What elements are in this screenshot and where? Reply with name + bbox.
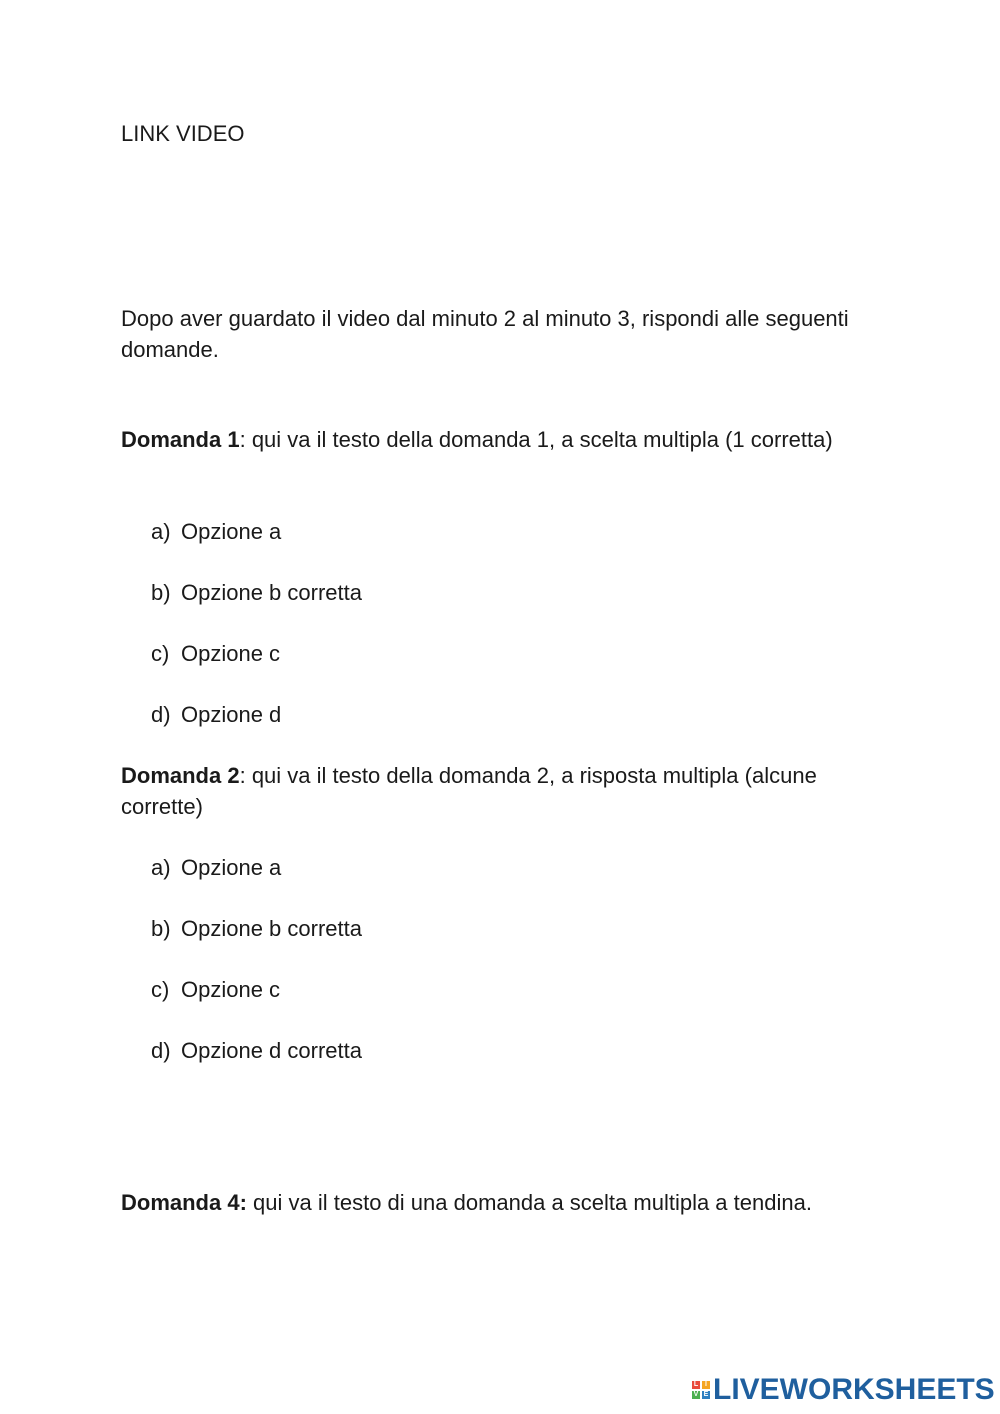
q2-option-d[interactable] <box>151 1035 362 1066</box>
option-label: Opzione b corretta <box>181 580 362 605</box>
question-4-text: qui va il testo di una domanda a scelta multipla a tendina. <box>246 1190 812 1215</box>
question-2-text: : qui va il testo della domanda 2, a risposta multipla (alcune corrette) <box>121 763 817 819</box>
option-label: Opzione c <box>181 977 281 1002</box>
option-label: Opzione b corretta <box>181 916 362 941</box>
option-label: Opzione d corretta <box>181 1038 362 1063</box>
option-letter: d) <box>151 1038 171 1063</box>
question-4-title: Domanda 4: <box>121 1190 247 1215</box>
question-2 <box>121 760 891 822</box>
option-letter: c) <box>151 641 170 666</box>
question-1-text: : qui va il testo della domanda 1, a scelta multipla (1 corretta) <box>239 427 833 452</box>
liveworksheets-logo <box>692 1372 995 1408</box>
option-letter: a) <box>151 519 171 544</box>
option-letter: c) <box>151 977 170 1002</box>
option-label: Opzione a <box>181 519 282 544</box>
question-4 <box>121 1187 921 1218</box>
q2-option-a[interactable] <box>151 852 281 883</box>
q1-option-b[interactable] <box>151 577 362 608</box>
question-2-title: Domanda 2 <box>121 763 240 788</box>
option-letter: b) <box>151 580 171 605</box>
q2-option-b[interactable] <box>151 913 362 944</box>
option-letter: b) <box>151 916 171 941</box>
logo-letter: L <box>693 1381 699 1388</box>
logo-letter: V <box>693 1391 699 1398</box>
logo-mark-icon <box>692 1381 710 1399</box>
question-1 <box>121 424 881 455</box>
q1-option-a[interactable] <box>151 516 281 547</box>
q2-option-c[interactable] <box>151 974 280 1005</box>
q1-option-d[interactable] <box>151 699 281 730</box>
option-letter: a) <box>151 855 171 880</box>
brand-text: LIVEWORKSHEETS <box>713 1373 995 1406</box>
option-label: Opzione d <box>181 702 282 727</box>
question-1-title: Domanda 1 <box>121 427 240 452</box>
q1-option-c[interactable] <box>151 638 280 669</box>
link-video-label[interactable]: LINK VIDEO <box>121 121 245 146</box>
option-letter: d) <box>151 702 171 727</box>
option-label: Opzione c <box>181 641 281 666</box>
logo-letter: E <box>703 1391 709 1398</box>
intro-text: Dopo aver guardato il video dal minuto 2 al minuto 3, rispondi alle seguenti domande. <box>121 306 849 362</box>
option-label: Opzione a <box>181 855 282 880</box>
logo-letter: I <box>702 1381 710 1389</box>
